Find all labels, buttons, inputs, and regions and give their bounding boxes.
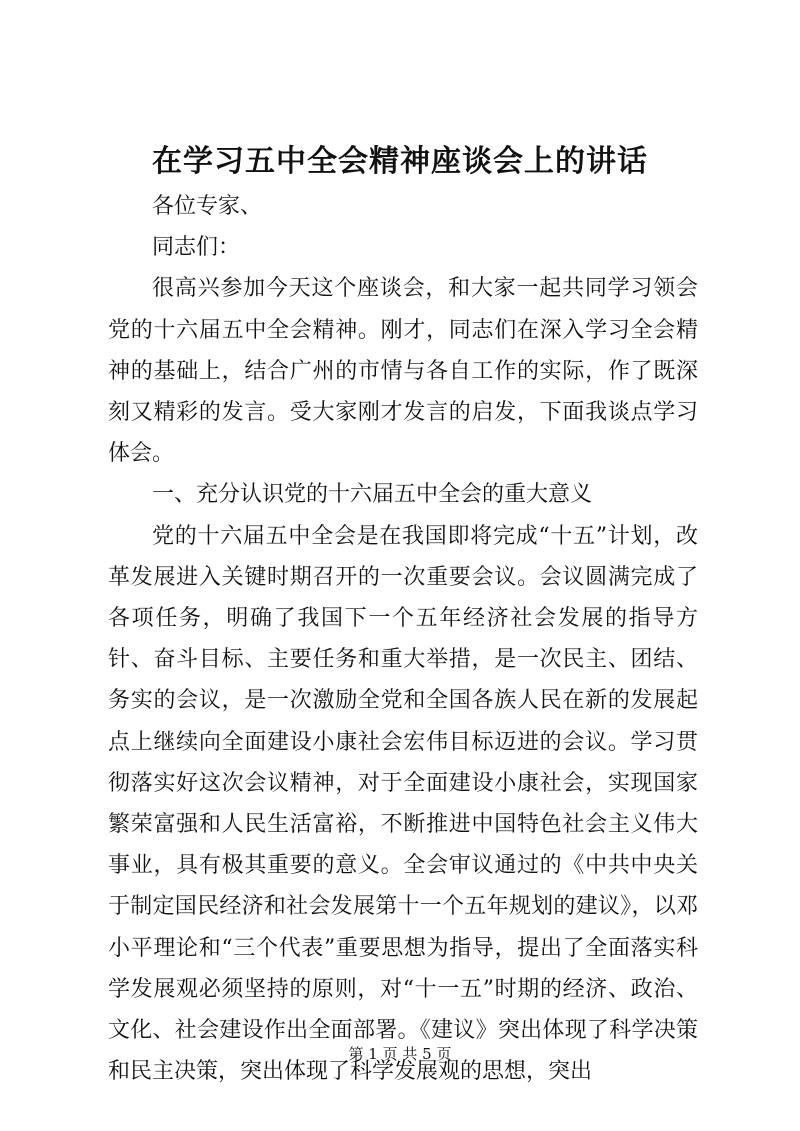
page-footer: 第 1 页 共 5 页 — [348, 1045, 452, 1063]
section-heading: 一、充分认识党的十六届五中全会的重大意义 — [152, 482, 593, 508]
document-body — [108, 186, 698, 1092]
salutation-line-2: 同志们： — [152, 235, 241, 261]
section-paragraph: 党的十六届五中全会是在我国即将完成“十五”计划，改革发展进入关键时期召开的一次重要会议。会议圆满完成了各项任务，明确了我国下一个五年经济社会发展的指导方针、奋斗目标、主要任务和重大举措，是一次民主、团结、务实的会议，是一次激励全党和全国各族人民在新的发展起点上继续向全面建设小康社会宏伟目标迈进的会议。学习贯彻落实好这次会议精神，对于全面建设小康社会，实现国家繁荣富强和人民生活富裕，不断推进中国特色社会主义伟大事业，具有极其重要的意义。全会审议通过的《中共中央关于制定国民经济和社会发展第十一个五年规划的建议》，以邓小平理论和“三个代表”重要思想为指导，提出了全面落实科学发展观必须坚持的原则，对“十一五”时期的经济、政治、文化、社会建设作出全面部署。《建议》突出体现了科学决策和民主决策，突出体现了科学发展观的思想，突出 — [108, 523, 698, 1085]
document-title: 在学习五中全会精神座谈会上的讲话 — [152, 144, 648, 179]
opening-paragraph: 很高兴参加今天这个座谈会，和大家一起共同学习领会党的十六届五中全会精神。刚才，同志们在深入学习全会精神的基础上，结合广州的市情与各自工作的实际，作了既深刻又精彩的发言。受大家刚才发言的启发，下面我谈点学习体会。 — [108, 276, 698, 467]
salutation-line-1: 各位专家、 — [152, 194, 263, 219]
